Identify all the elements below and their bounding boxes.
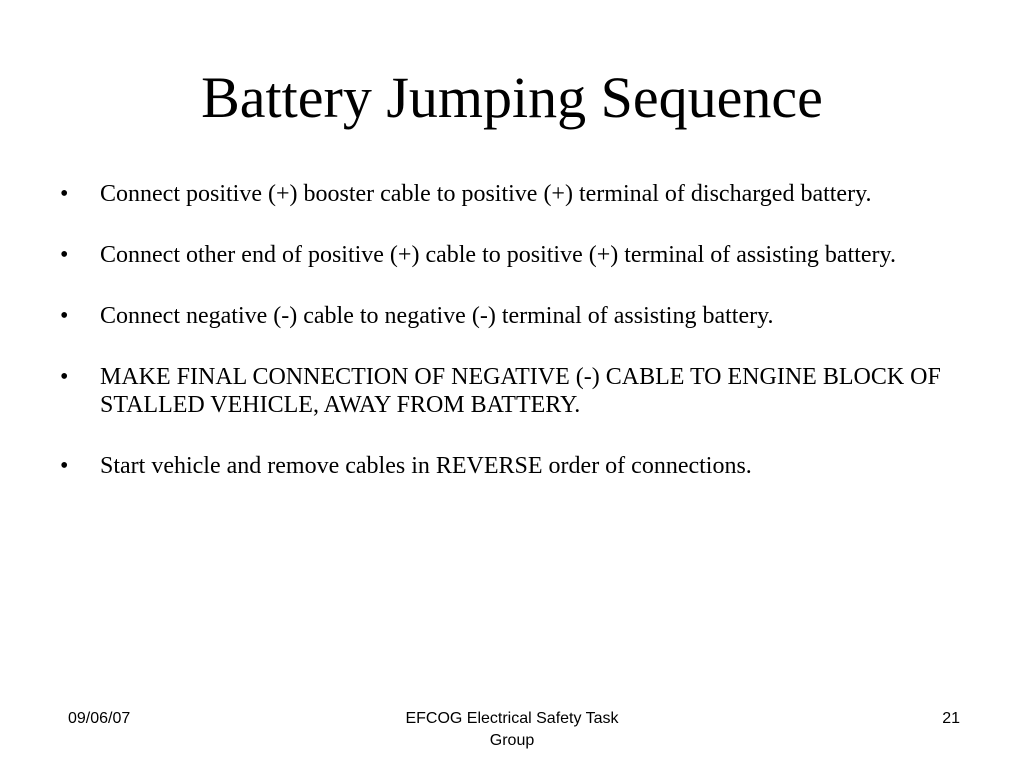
footer-organization	[362, 708, 662, 752]
slide-title: Battery Jumping Sequence	[201, 65, 823, 130]
bullet-marker: •	[60, 242, 69, 268]
bullet-item	[60, 241, 970, 269]
bullet-marker: •	[60, 364, 69, 390]
bullet-text: Connect negative (-) cable to negative (-) terminal of assisting battery.	[100, 303, 774, 329]
bullet-text: MAKE FINAL CONNECTION OF NEGATIVE (-) CABLE TO ENGINE BLOCK OF STALLED VEHICLE, AWAY FROM BATTERY.	[100, 364, 941, 418]
page-number: 21	[942, 710, 960, 727]
footer-organization-line-2: Group	[489, 732, 535, 749]
bullet-text: Connect positive (+) booster cable to positive (+) terminal of discharged battery.	[100, 181, 872, 207]
bullet-item	[60, 180, 970, 208]
bullet-item	[60, 363, 970, 419]
bullet-text: Start vehicle and remove cables in REVERSE order of connections.	[100, 453, 752, 479]
footer-date: 09/06/07	[68, 710, 131, 727]
bullet-marker: •	[60, 181, 69, 207]
bullet-marker: •	[60, 453, 69, 479]
bullet-item	[60, 302, 970, 330]
bullet-list	[60, 180, 970, 513]
bullet-marker: •	[60, 303, 69, 329]
bullet-text: Connect other end of positive (+) cable to positive (+) terminal of assisting battery.	[100, 242, 896, 268]
footer-organization-line-1: EFCOG Electrical Safety Task	[405, 710, 619, 727]
bullet-item	[60, 452, 970, 480]
